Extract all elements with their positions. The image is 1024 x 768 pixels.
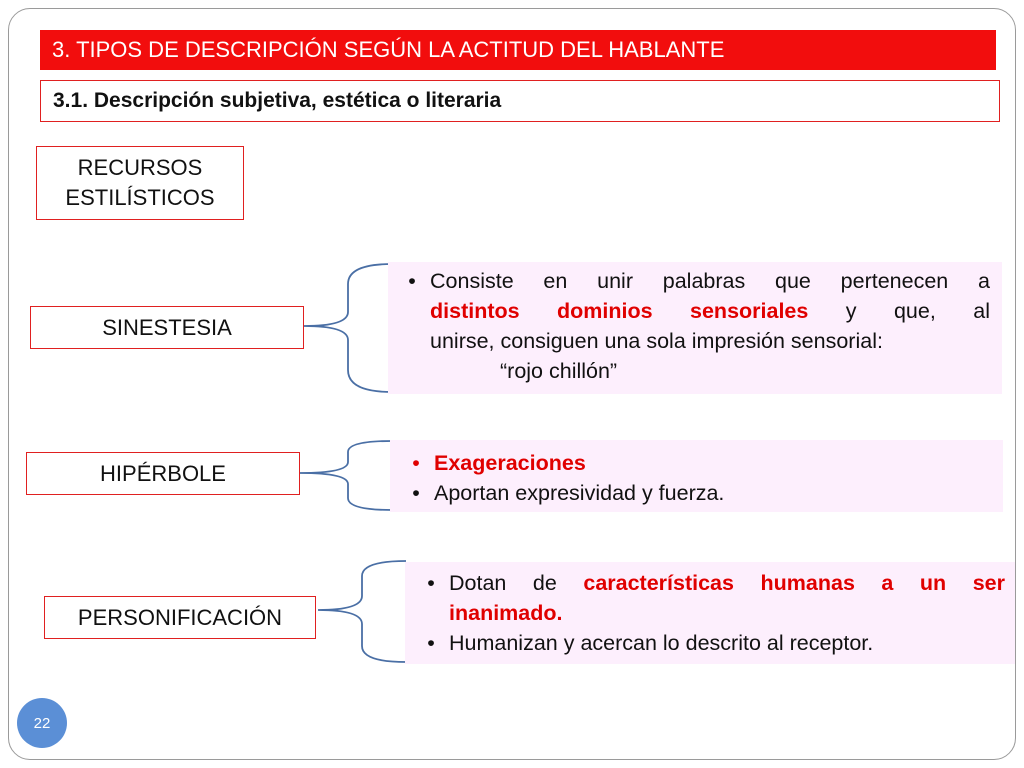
bullet-icon: • (427, 631, 435, 655)
sinestesia-bullet (394, 266, 990, 386)
recursos-line-1: RECURSOS (77, 155, 203, 180)
recursos-line-2: ESTILÍSTICOS (65, 185, 215, 210)
sinestesia-highlight: distintos dominios sensoriales (430, 299, 809, 323)
sinestesia-description (388, 262, 1002, 394)
sinestesia-brace (300, 260, 396, 396)
personificacion-bullet-1 (413, 568, 1005, 628)
recursos-estilisticos-box (36, 146, 244, 220)
section-subtitle: 3.1. Descripción subjetiva, estética o literaria (40, 80, 1000, 122)
sinestesia-label: SINESTESIA (30, 306, 304, 349)
sinestesia-line-1: Consiste en unir palabras que pertenecen a (430, 269, 990, 293)
personificacion-description (405, 562, 1015, 664)
sinestesia-line-2 (430, 296, 990, 326)
sinestesia-line-3: unirse, consiguen una sola impresión sensorial: (430, 329, 883, 353)
bullet-icon: • (412, 451, 420, 475)
hiperbole-bullet-1 (398, 448, 991, 478)
hiperbole-label: HIPÉRBOLE (26, 452, 300, 495)
personificacion-bullet-2 (413, 628, 1005, 658)
personificacion-prefix: Dotan de (449, 571, 584, 595)
sinestesia-example: “rojo chillón” (500, 359, 618, 383)
personificacion-brace (314, 558, 410, 666)
hiperbole-description (390, 440, 1003, 512)
hiperbole-brace (296, 438, 396, 514)
slide-title: 3. TIPOS DE DESCRIPCIÓN SEGÚN LA ACTITUD DEL HABLANTE (40, 30, 996, 70)
sinestesia-line-2-rest: y que, al (808, 299, 990, 323)
bullet-icon: • (427, 571, 435, 595)
personificacion-bullet-2-text: Humanizan y acercan lo descrito al receptor. (449, 631, 874, 655)
hiperbole-bullet-2 (398, 478, 991, 508)
personificacion-label: PERSONIFICACIÓN (44, 596, 316, 639)
personificacion-highlight-1: características humanas a un ser (583, 571, 1006, 595)
hiperbole-bullet-1-text: Exageraciones (434, 451, 586, 475)
hiperbole-bullet-2-text: Aportan expresividad y fuerza. (434, 481, 725, 505)
page-number-badge: 22 (17, 698, 67, 748)
bullet-icon: • (408, 269, 416, 293)
personificacion-line-1 (449, 568, 1005, 598)
personificacion-highlight-2: inanimado. (449, 601, 563, 625)
bullet-icon: • (412, 481, 420, 505)
